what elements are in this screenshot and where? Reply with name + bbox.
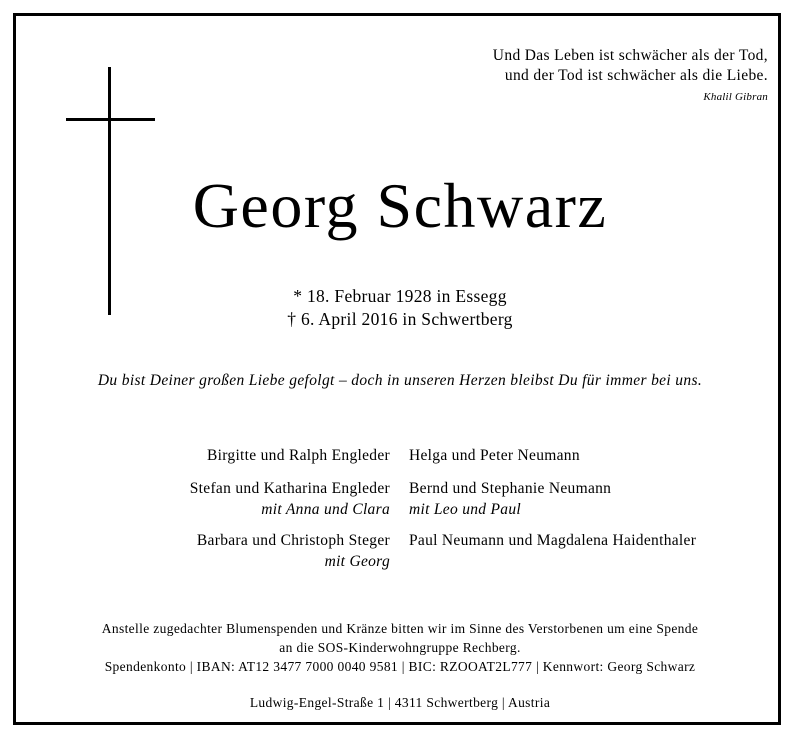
notice-line-2: an die SOS-Kinderwohngruppe Rechberg. [279, 640, 521, 655]
mourner-right-2 [409, 478, 611, 520]
address: Ludwig-Engel-Straße 1 | 4311 Schwertberg | Austria [249, 695, 551, 710]
mourner-name: Stefan und Katharina Engleder [189, 480, 390, 497]
notice-line-3: Spendenkonto | IBAN: AT12 3477 7000 0040 9581 | BIC: RZOOAT2L777 | Kennwort: Georg Schwarz [104, 659, 696, 674]
quote-line-1: Und Das Leben ist schwächer als der Tod, [492, 47, 768, 64]
mourner-right-1 [409, 445, 580, 466]
mourner-name: Paul Neumann und Magdalena Haidenthaler [409, 532, 697, 549]
mourner-left-1 [207, 445, 390, 466]
mourner-left-2 [190, 478, 390, 520]
mourner-name: Bernd und Stephanie Neumann [409, 480, 612, 497]
notice-line-1: Anstelle zugedachter Blumenspenden und Kränze bitten wir im Sinne des Verstorbenen um eine Spende [101, 621, 699, 636]
birth-date: * 18. Februar 1928 in Essegg [293, 286, 507, 306]
death-date: † 6. April 2016 in Schwertberg [287, 309, 513, 329]
quote-author: Khalil Gibran [703, 91, 768, 103]
mourner-name: Helga und Peter Neumann [409, 447, 580, 464]
mourner-left-3 [197, 530, 390, 572]
deceased-name: Georg Schwarz [192, 170, 608, 241]
donation-notice [0, 619, 800, 676]
quote-line-2: und der Tod ist schwächer als die Liebe. [504, 67, 768, 84]
mourner-name: Birgitte und Ralph Engleder [206, 447, 390, 464]
quote [493, 46, 768, 86]
motto: Du bist Deiner großen Liebe gefolgt – doch in unseren Herzen bleibst Du für immer bei uns. [97, 372, 703, 389]
cross-icon-bar [66, 118, 155, 121]
mourner-children: mit Anna und Clara [261, 501, 390, 518]
mourner-name: Barbara und Christoph Steger [196, 532, 390, 549]
mourner-right-3 [409, 530, 696, 551]
mourner-children: mit Leo und Paul [409, 501, 522, 518]
mourner-children: mit Georg [324, 553, 390, 570]
